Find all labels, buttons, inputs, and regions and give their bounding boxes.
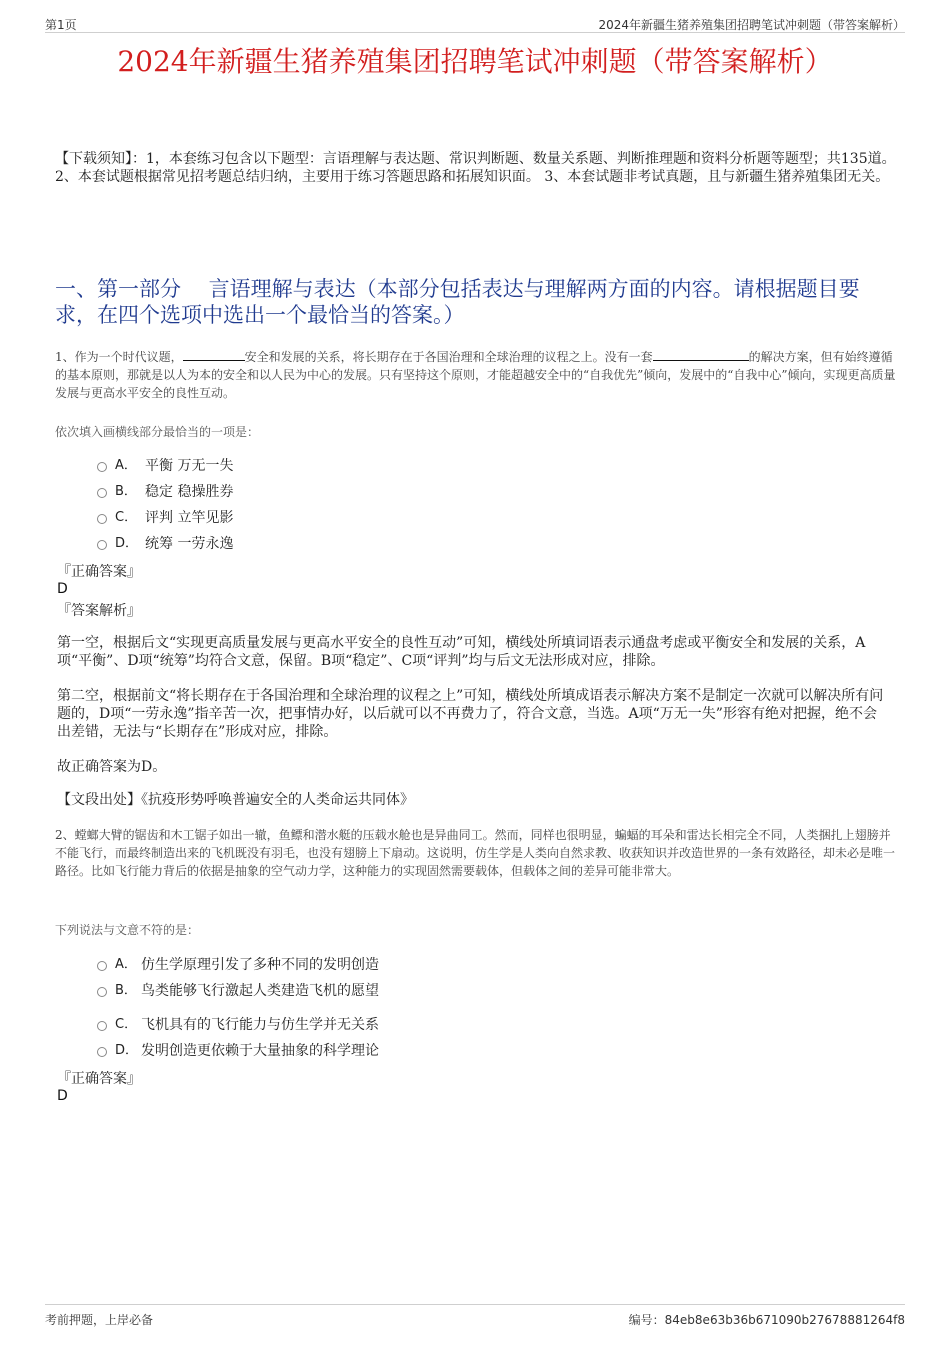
radio-circle-icon[interactable] bbox=[97, 514, 107, 524]
analysis-paragraph: 第一空，根据后文“实现更高质量发展与更高水平安全的良性互动”可知，横线处所填词语表示通盘考虑或平衡安全和发展的关系，A项“平衡”、D项“统筹”均符合文意，保留。B项“稳定”、C项“评判”均与后文无法形成对应，排除。 bbox=[57, 635, 866, 669]
document-id: 编号：84eb8e63b36b671090b27678881264f8 bbox=[628, 1313, 905, 1327]
fill-blank-1 bbox=[183, 347, 245, 361]
download-notice: 【下载须知】：1，本套练习包含以下题型：言语理解与表达题、常识判断题、数量关系题、判断推理题和资料分析题等题型；共135道。 2、本套试题根据常见招考题总结归纳，主要用于练习答题思路和拓展知识面。 3、本套试题非考试真题，且与新疆生猪养殖集团无关。 bbox=[55, 151, 896, 185]
footer-slogan: 考前押题，上岸必备 bbox=[45, 1313, 154, 1327]
radio-circle-icon[interactable] bbox=[97, 462, 107, 472]
question-2-stem: 2、螳螂大臂的锯齿和木工锯子如出一辙，鱼鳔和潜水艇的压载水舱也是异曲同工。然而，同样也很明显，蝙蝠的耳朵和雷达长相完全不同，人类捆扎上翅膀并不能飞行，而最终制造出来的飞机既没有羽毛，也没有翅膀上下扇动。这说明，仿生学是人类向自然求教、收获知识并改造世界的一条有效路径，却未必是唯一路径。比如飞行能力背后的依据是抽象的空气动力学，这种能力的实现固然需要载体，但载体之间的差异可能非常大。 bbox=[55, 828, 896, 878]
radio-circle-icon[interactable] bbox=[97, 961, 107, 971]
analysis-conclusion: 故正确答案为D。 bbox=[57, 759, 167, 775]
analysis-paragraph: 第二空，根据前文“将长期存在于各国治理和全球治理的议程之上”可知，横线处所填成语表示解决方案不是制定一次就可以解决所有问题的，D项“一劳永逸”指辛苦一次，把事情办好，以后就可以不再费力了，符合文意，当选。A项“万无一失”形容有绝对把握，绝不会出差错，无法与“长期存在”形成对应，排除。 bbox=[57, 688, 884, 740]
question-1-prompt: 依次填入画横线部分最恰当的一项是： bbox=[55, 425, 260, 439]
question-2-prompt: 下列说法与文意不符的是： bbox=[55, 923, 200, 937]
page-number: 第1页 bbox=[45, 18, 77, 32]
document-title: 2024年新疆生猪养殖集团招聘笔试冲刺题（带答案解析） bbox=[117, 45, 833, 78]
page-header bbox=[45, 12, 905, 33]
radio-circle-icon[interactable] bbox=[97, 987, 107, 997]
section-heading: 一、第一部分 言语理解与表达（本部分包括表达与理解两方面的内容。请根据题目要求，在四个选项中选出一个最恰当的答案。） bbox=[55, 277, 860, 327]
radio-circle-icon[interactable] bbox=[97, 488, 107, 498]
correct-answer-label: 『正确答案』 bbox=[57, 1071, 141, 1087]
answer-analysis-label: 『答案解析』 bbox=[57, 603, 141, 619]
radio-circle-icon[interactable] bbox=[97, 540, 107, 550]
page-footer bbox=[45, 1304, 905, 1327]
fill-blank-2 bbox=[653, 347, 749, 361]
correct-answer: D bbox=[57, 1088, 68, 1104]
header-doc-title: 2024年新疆生猪养殖集团招聘笔试冲刺题（带答案解析） bbox=[598, 18, 905, 32]
question-1-stem: 1、作为一个时代议题， 安全和发展的关系，将长期存在于各国治理和全球治理的议程之上。没有一套 的解决方案，但有始终遵循的基本原则，那就是以人为本的安全和以人民为中心的发展。只有坚持这个原则，才能超越安全中的“自我优先”倾向，发展中的“自我中心”倾向，实现更高质量发展与更高水平安全的良性互动。 bbox=[55, 347, 900, 402]
radio-circle-icon[interactable] bbox=[97, 1047, 107, 1057]
correct-answer: D bbox=[57, 581, 68, 597]
correct-answer-label: 『正确答案』 bbox=[57, 564, 141, 580]
passage-source: 【文段出处】《抗疫形势呼唤普遍安全的人类命运共同体》 bbox=[57, 792, 414, 808]
radio-circle-icon[interactable] bbox=[97, 1021, 107, 1031]
